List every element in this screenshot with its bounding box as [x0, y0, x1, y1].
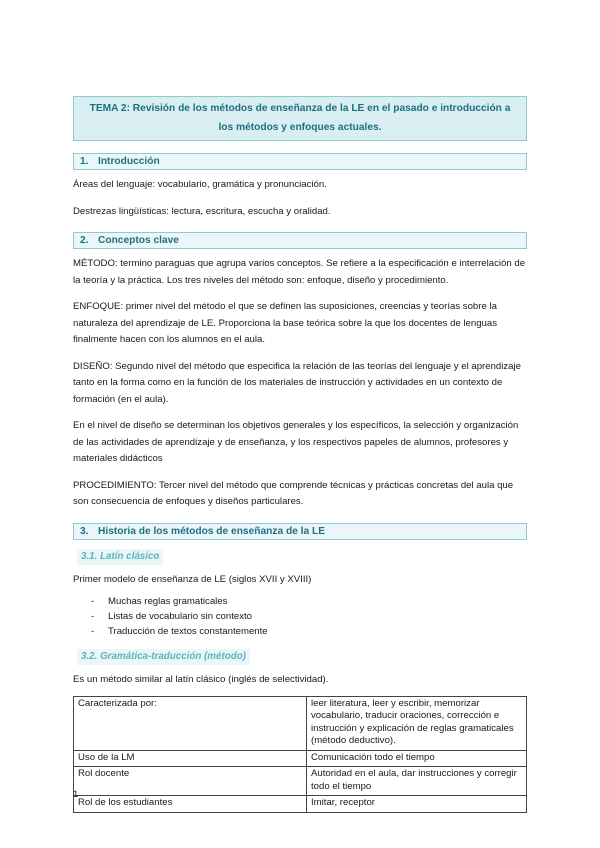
paragraph-metodo: MÉTODO: termino paraguas que agrupa varios conceptos. Se refiere a la especificación e interrelación de la teoría y la práctica. Los tres niveles del método son: enfoque, diseño y procedimiento.: [73, 258, 526, 286]
section-heading-introduccion: [73, 153, 527, 170]
document-title: TEMA 2: Revisión de los métodos de enseñanza de la LE en el pasado e introducción a los métodos y enfoques actuales.: [73, 96, 527, 141]
paragraph-nivel-diseno: En el nivel de diseño se determinan los objetivos generales y los específicos, la selección y organización de las actividades de aprendizaje y de enseñanza, y los respectivos papeles de alumnos, profesores y materiales didácticos: [73, 420, 519, 464]
subsection-heading-latin: 3.1. Latín clásico: [77, 549, 163, 565]
table-cell: leer literatura, leer y escribir, memorizar vocabulario, traducir oraciones, corrección e instrucción y explicación de reglas gramaticales (método deductivo).: [307, 696, 527, 750]
section-number: 1.: [80, 156, 89, 167]
list-item: - Muchas reglas gramaticales: [73, 594, 527, 609]
table-row: [74, 750, 527, 767]
table-cell: Rol docente: [74, 767, 307, 796]
table-cell: Caracterizada por:: [74, 696, 307, 750]
section-number: 2.: [80, 235, 89, 246]
table-row: [74, 796, 527, 813]
section-title: Historia de los métodos de enseñanza de la LE: [98, 525, 326, 537]
paragraph-gramatica-intro: Es un método similar al latín clásico (inglés de selectividad).: [73, 674, 329, 685]
paragraph-areas: Áreas del lenguaje: vocabulario, gramática y pronunciación.: [73, 179, 327, 190]
paragraph-destrezas: Destrezas lingüísticas: lectura, escritura, escucha y oralidad.: [73, 205, 331, 217]
list-item: - Traducción de textos constantemente: [73, 624, 527, 639]
paragraph-enfoque: ENFOQUE: primer nivel del método el que se definen las suposiciones, creencias y teorías sobre la naturaleza del aprendizaje de LE. Proporciona la base teórica sobre la que los docentes de lenguas finalmente hacen con los alumnos en el aula.: [73, 301, 498, 345]
section-heading-historia: [73, 523, 527, 540]
list-item: - Listas de vocabulario sin contexto: [73, 609, 527, 624]
table-cell: Uso de la LM: [74, 750, 307, 767]
table-cell: Rol de los estudiantes: [74, 796, 307, 813]
section-title: Introducción: [98, 156, 160, 167]
section-number: 3.: [80, 525, 89, 537]
paragraph-procedimiento: PROCEDIMIENTO: Tercer nivel del método que comprende técnicas y prácticas concretas del aula que son consecuencia de enfoques y diseños particulares.: [73, 479, 514, 507]
latin-list: [73, 594, 527, 639]
table-row: [74, 696, 527, 750]
table-cell: Imitar, receptor: [307, 796, 527, 813]
section-title: Conceptos clave: [98, 235, 179, 246]
paragraph-diseno: DISEÑO: Segundo nivel del método que especifica la relación de las teorías del lenguaje y el aprendizaje tanto en la forma como en la función de los materiales de instrucción y actividades en un contexto de formación (en el aula).: [73, 360, 521, 405]
table-cell: Comunicación todo el tiempo: [307, 750, 527, 767]
document-page: [73, 96, 527, 813]
subsection-heading-gramatica: 3.2. Gramática-traducción (método): [77, 649, 250, 665]
table-cell: Autoridad en el aula, dar instrucciones y corregir todo el tiempo: [307, 767, 527, 796]
table-row: [74, 767, 527, 796]
gramatica-table: [73, 696, 527, 813]
page-number: 1: [73, 789, 79, 800]
paragraph-latin-intro: Primer modelo de enseñanza de LE (siglos XVII y XVIII): [73, 573, 312, 585]
section-heading-conceptos: [73, 232, 527, 249]
